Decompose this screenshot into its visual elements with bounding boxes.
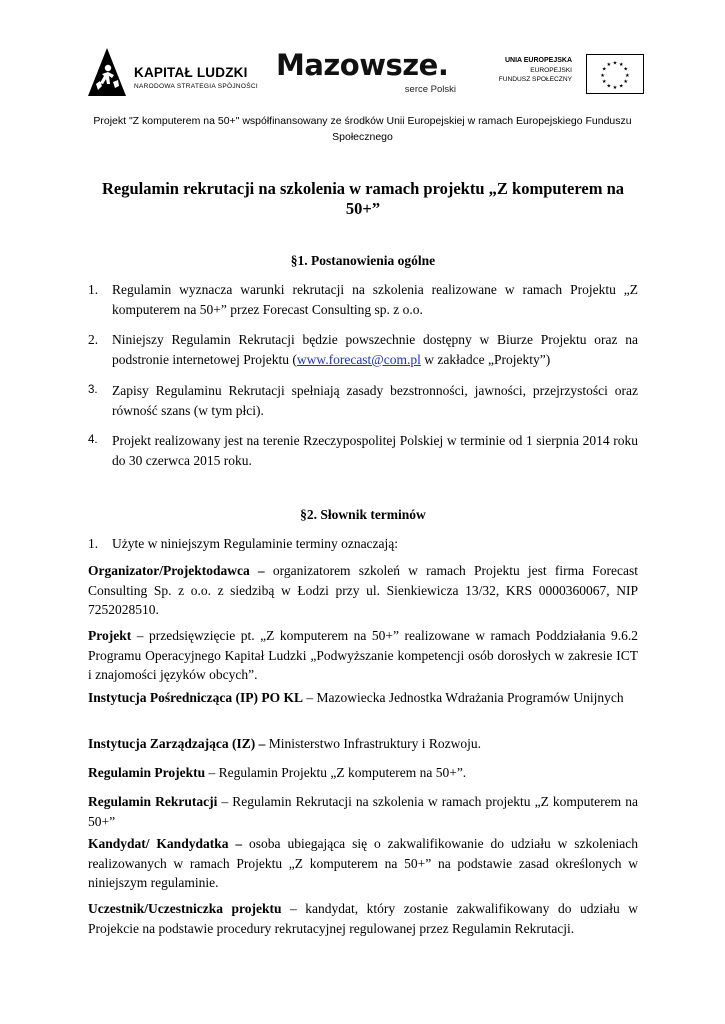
eu-line-3: FUNDUSZ SPOŁECZNY <box>498 76 572 83</box>
svg-text:★: ★ <box>618 62 624 69</box>
item-text: Regulamin wyznacza warunki rekrutacji na szkolenia realizowane w ramach Projektu „Z komputerem na 50+” przez Forecast Consulting sp. z o.o. <box>112 282 638 317</box>
website-link[interactable]: www.forecast@com.pl <box>296 351 421 367</box>
svg-text:★: ★ <box>623 79 629 86</box>
term-name: Uczestnik/Uczestniczka projektu <box>88 901 282 916</box>
term-organizator <box>88 561 638 620</box>
term-definition: – przedsięwzięcie pt. „Z komputerem na 50+” realizowane w ramach Poddziałania 9.6.2 Programu Operacyjnego Kapitał Ludzki „Podwyższanie kompetencji osób dorosłych w zakresie ICT i znajomości języków obcych”. <box>88 628 638 682</box>
section-1-item-3 <box>88 381 638 420</box>
svg-text:★: ★ <box>601 66 607 73</box>
term-definition: – Regulamin Rekrutacji na szkolenia w ramach projektu „Z komputerem na 50+” <box>88 794 638 829</box>
term-definition: – kandydat, który zostanie zakwalifikowany do udziału w Projekcie na podstawie procedury rekrutacyjnej regulowanej przez Regulamin Rekrutacji. <box>88 901 638 936</box>
eu-line-1: UNIA EUROPEJSKA <box>504 57 572 64</box>
term-name: Projekt <box>88 628 132 643</box>
item-text-after-link: w zakładce „Projekty”) <box>420 351 551 367</box>
svg-text:★: ★ <box>606 83 612 90</box>
mazowsze-wordmark: Mazowsze. <box>276 48 449 82</box>
svg-text:★: ★ <box>600 72 605 79</box>
eu-line-2: EUROPEJSKI <box>530 66 572 74</box>
term-instytucja-posredniczaca <box>88 688 638 708</box>
svg-text:★: ★ <box>612 85 618 92</box>
term-regulamin-rekrutacji <box>88 792 638 831</box>
svg-text:★: ★ <box>601 79 607 86</box>
project-cofinancing-line: Projekt "Z komputerem na 50+" współfinansowany ze środków Unii Europejskiej w ramach Europejskiego Funduszu Społecznego <box>93 115 632 143</box>
term-name: Kandydat/ Kandydatka – <box>88 836 243 851</box>
item-text: Zapisy Regulaminu Rekrutacji spełniają zasady bezstronności, jawności, przejrzystości oraz równość szans (w tym płci). <box>112 383 638 418</box>
item-number: 3. <box>88 384 98 396</box>
item-text-before-link: Niniejszy Regulamin Rekrutacji będzie powszechnie dostępny w Biurze Projektu oraz na podstronie internetowej Projektu ( <box>112 332 638 367</box>
kapital-ludzki-logo <box>88 48 268 100</box>
svg-text:★: ★ <box>625 72 630 79</box>
term-regulamin-projektu <box>88 763 638 783</box>
item-number: 1. <box>88 282 99 297</box>
header-logos <box>88 44 648 104</box>
item-text: Użyte w niniejszym Regulaminie terminy oznaczają: <box>112 536 399 551</box>
term-name: Instytucja Zarządzająca (IZ) – <box>88 736 266 751</box>
term-projekt <box>88 626 638 685</box>
svg-text:★: ★ <box>618 83 624 90</box>
kapital-ludzki-emblem-icon <box>88 48 126 96</box>
section-1-heading: §1. Postanowienia ogólne <box>290 253 436 268</box>
eu-logo <box>484 54 654 98</box>
term-definition: – Regulamin Projektu „Z komputerem na 50+”. <box>205 765 467 780</box>
svg-text:★: ★ <box>612 60 618 67</box>
section-2-intro <box>88 534 638 554</box>
eu-flag-icon <box>586 54 644 94</box>
term-name: Instytucja Pośrednicząca (IP) PO KL <box>88 690 303 705</box>
mazowsze-logo <box>276 48 462 100</box>
eu-logo-text <box>499 56 572 85</box>
svg-text:★: ★ <box>623 66 629 73</box>
kapital-ludzki-subtitle: NARODOWA STRATEGIA SPÓJNOŚCI <box>134 83 258 90</box>
item-number: 2. <box>88 332 99 347</box>
svg-text:★: ★ <box>606 62 612 69</box>
term-name: Organizator/Projektodawca – <box>88 563 265 578</box>
item-text: Projekt realizowany jest na terenie Rzeczypospolitej Polskiej w terminie od 1 sierpnia 2014 roku do 30 czerwca 2015 roku. <box>112 433 638 468</box>
term-name: Regulamin Rekrutacji <box>88 794 218 809</box>
section-1-item-1 <box>88 280 638 319</box>
term-definition: – Mazowiecka Jednostka Wdrażania Programów Unijnych <box>302 690 624 705</box>
term-uczestnik <box>88 899 638 938</box>
term-definition: organizatorem szkoleń w ramach Projektu jest firma Forecast Consulting Sp. z o.o. z siedzibą w Łodzi przy ul. Sienkiewicza 13/32, KRS 0000360067, NIP 7252028510. <box>88 563 639 617</box>
item-text <box>112 330 638 369</box>
section-1-item-4 <box>88 431 638 470</box>
section-2-heading: §2. Słownik terminów <box>300 507 426 522</box>
item-number: 1. <box>88 536 99 551</box>
term-definition: osoba ubiegająca się o zakwalifikowanie do udziału w szkoleniach realizowanych w ramach Projektu „Z komputerem na 50+” na podstawie zasad określonych w niniejszym regulaminie. <box>88 836 638 890</box>
page-title: Regulamin rekrutacji na szkolenia w ramach projektu „Z komputerem na 50+” <box>101 179 625 218</box>
kapital-ludzki-title: KAPITAŁ LUDZKI <box>134 65 248 80</box>
term-instytucja-zarzadzajaca <box>88 734 638 754</box>
term-name: Regulamin Projektu <box>88 765 206 780</box>
item-number: 4. <box>88 434 98 446</box>
section-1-item-2 <box>88 330 638 369</box>
mazowsze-tagline: serce Polski <box>404 84 456 95</box>
term-kandydat <box>88 834 638 893</box>
term-definition: Ministerstwo Infrastruktury i Rozwoju. <box>265 736 481 751</box>
